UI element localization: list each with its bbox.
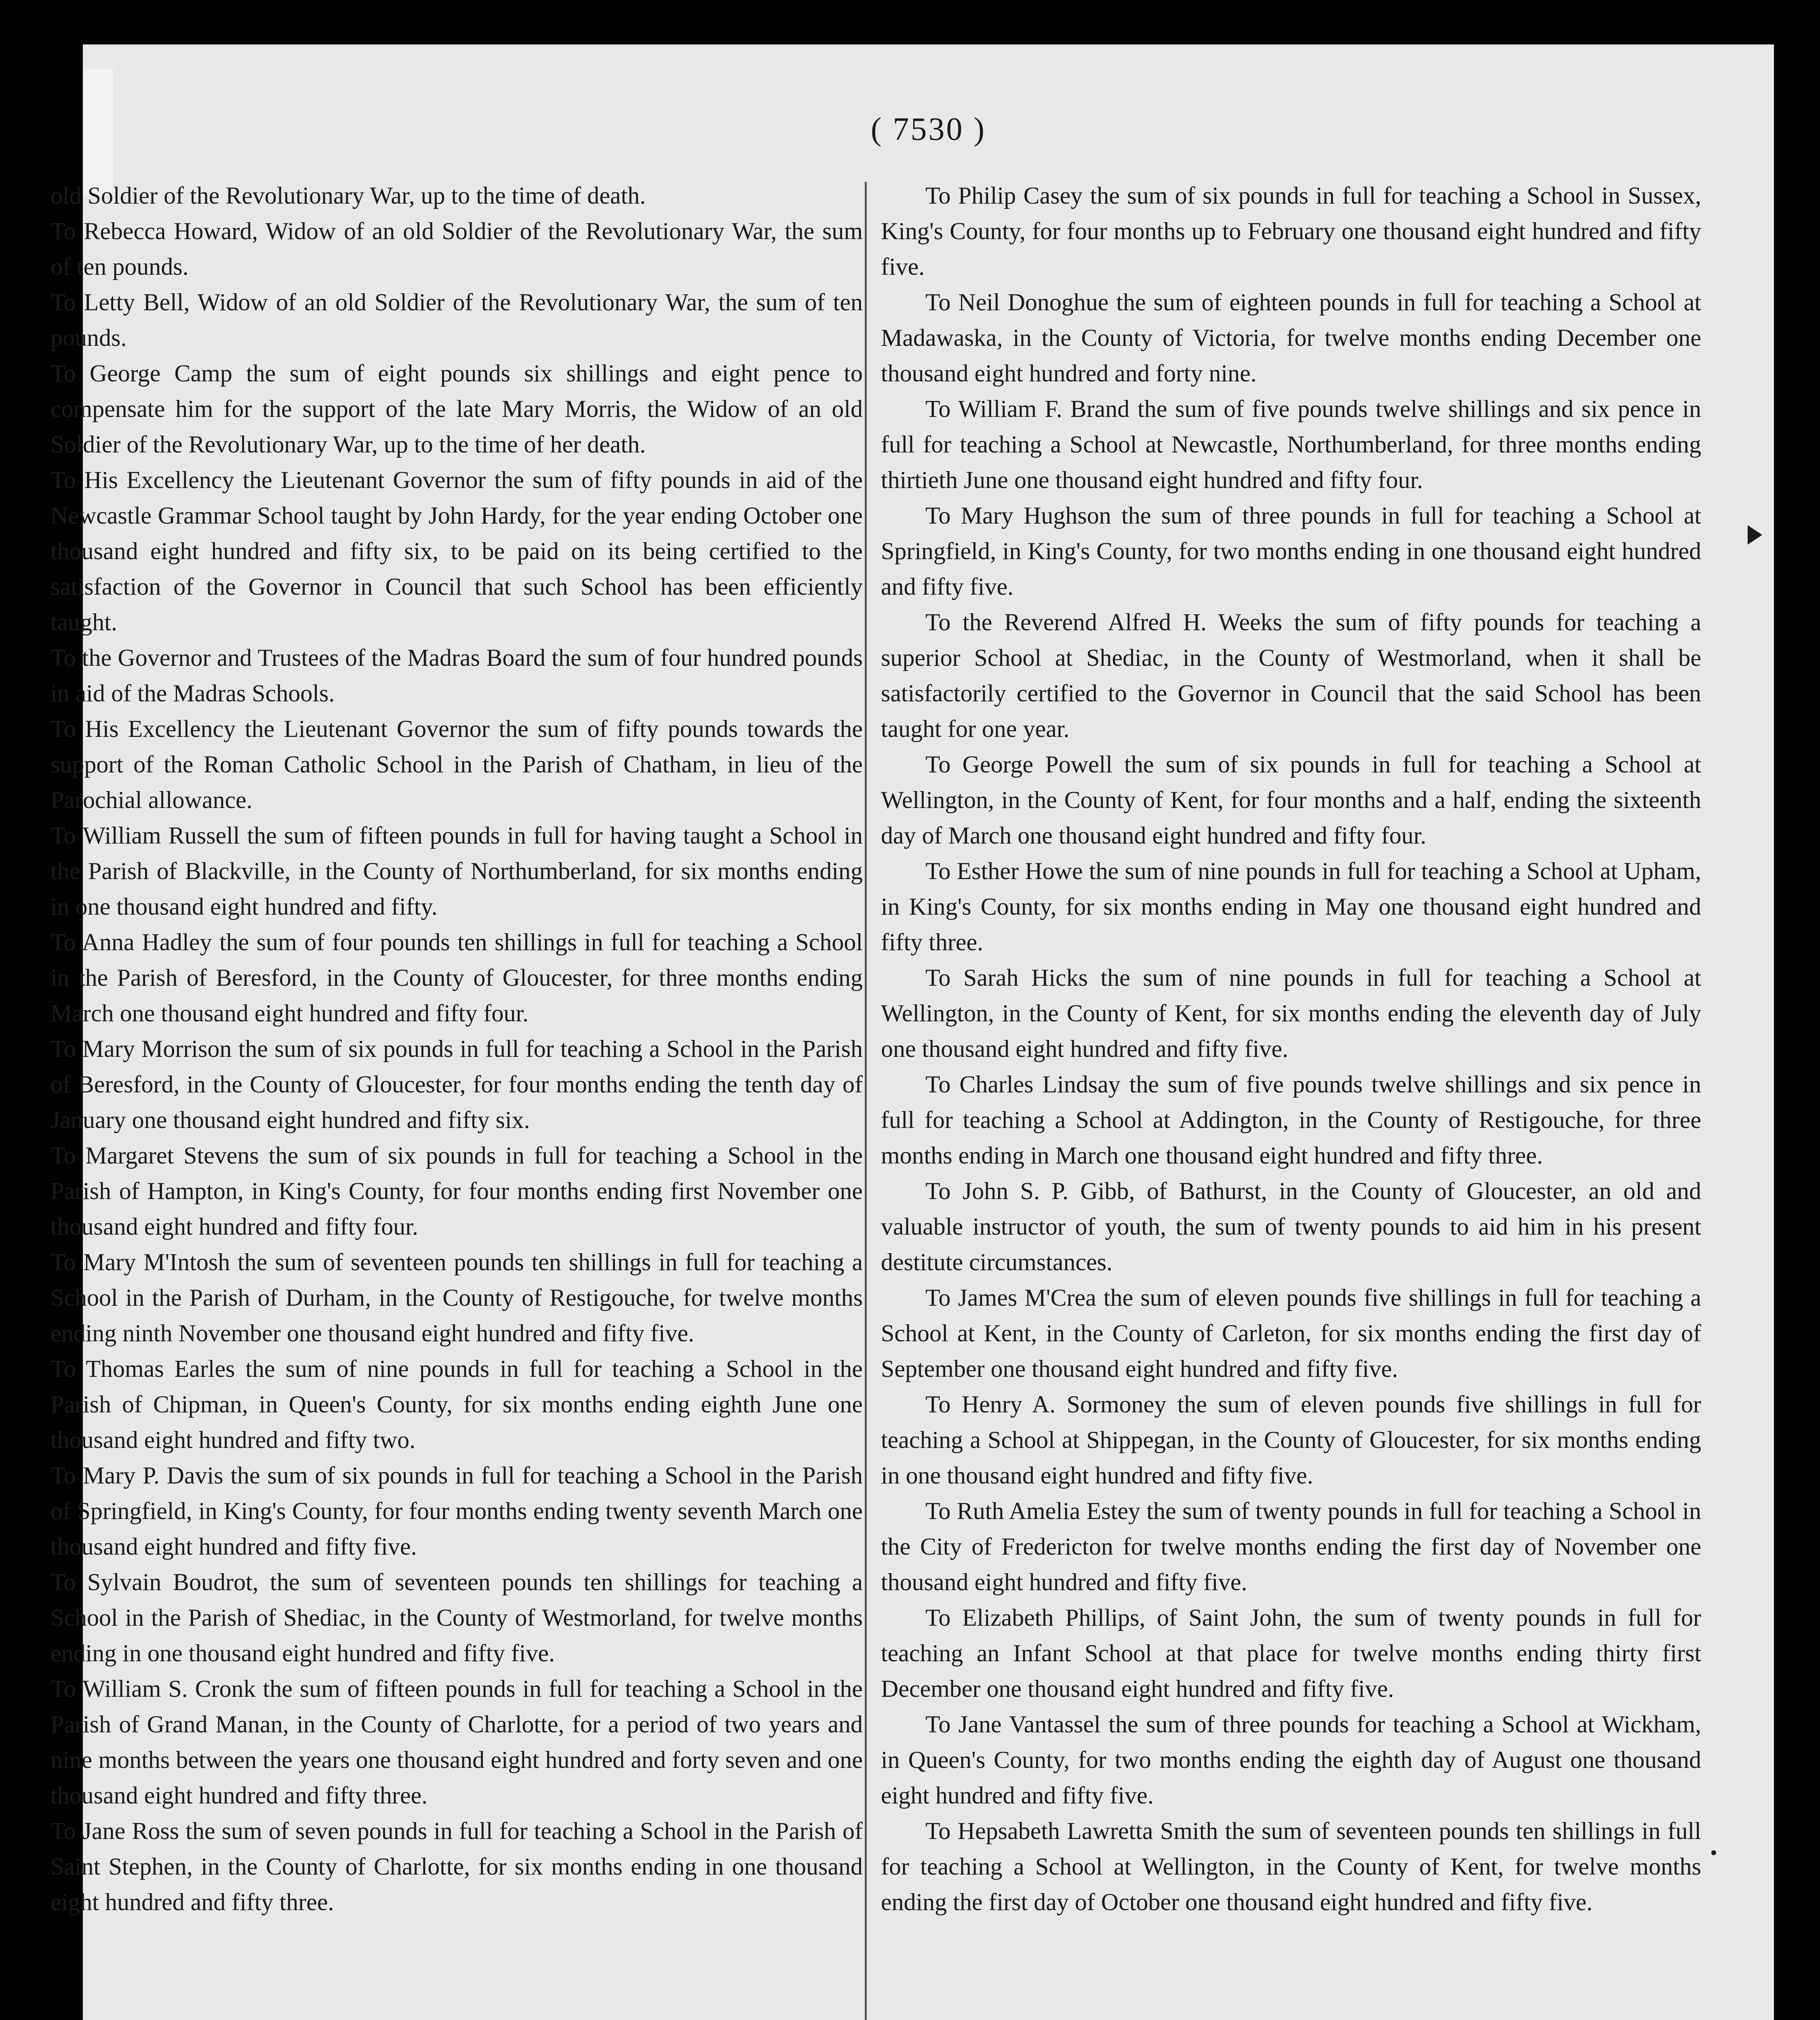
- appropriation-entry: To His Excellency the Lieutenant Governor the sum of fifty pounds towards the support of the Roman Catholic School in the Parish of Chatham, in lieu of the Parochial allowance.: [51, 715, 863, 813]
- column-divider: [865, 182, 867, 2020]
- left-column: [51, 178, 863, 2020]
- document-page: [51, 44, 1774, 2020]
- ink-speck: [1711, 1850, 1716, 1855]
- appropriation-entry: To the Reverend Alfred H. Weeks the sum of fifty pounds for teaching a superior School at Shediac, in the County of Westmorland, when it shall be satisfactorily certified to the Governor in Council that the said School has been taught for one year.: [881, 609, 1701, 742]
- right-column-text: [881, 178, 1701, 1920]
- appropriation-entry: To the Governor and Trustees of the Madras Board the sum of four hundred pounds in aid of the Madras Schools.: [51, 644, 863, 707]
- appropriation-entry: To Mary M'Intosh the sum of seventeen pounds ten shillings in full for teaching a School in the Parish of Durham, in the County of Restigouche, for twelve months ending ninth November one thousand eight hundred and fifty five.: [51, 1249, 863, 1347]
- appropriation-entry: To Letty Bell, Widow of an old Soldier of the Revolutionary War, the sum of ten pounds.: [51, 289, 863, 351]
- appropriation-entry: To Jane Ross the sum of seven pounds in full for teaching a School in the Parish of Saint Stephen, in the County of Charlotte, for six months ending in one thousand eight hundred and fifty three.: [51, 1818, 863, 1915]
- margin-arrow-icon: [1748, 525, 1762, 545]
- appropriation-entry: To George Camp the sum of eight pounds six shillings and eight pence to compensate him for the support of the late Mary Morris, the Widow of an old Soldier of the Revolutionary War, up to the time of her death.: [51, 360, 863, 458]
- appropriation-entry: To Esther Howe the sum of nine pounds in full for teaching a School at Upham, in King's County, for six months ending in May one thousand eight hundred and fifty three.: [881, 858, 1701, 955]
- appropriation-entry: To John S. P. Gibb, of Bathurst, in the County of Gloucester, an old and valuable instructor of youth, the sum of twenty pounds to aid him in his present destitute circumstances.: [881, 1178, 1701, 1275]
- appropriation-entry: To Ruth Amelia Estey the sum of twenty pounds in full for teaching a School in the City of Fredericton for twelve months ending the first day of November one thousand eight hundred and fifty five.: [881, 1498, 1701, 1595]
- left-column-text: [51, 178, 863, 1920]
- appropriation-entry: To William F. Brand the sum of five pounds twelve shillings and six pence in full for teaching a School at Newcastle, Northumberland, for three months ending thirtieth June one thousand eight hundred and fifty four.: [881, 396, 1701, 493]
- page-number: ( 7530 ): [870, 112, 986, 147]
- appropriation-entry: To Rebecca Howard, Widow of an old Soldier of the Revolutionary War, the sum of ten pounds.: [51, 218, 863, 280]
- appropriation-entry: To Margaret Stevens the sum of six pounds in full for teaching a School in the Parish of Hampton, in King's County, for four months ending first November one thousand eight hundred and fifty four.: [51, 1142, 863, 1240]
- appropriation-entry: To James M'Crea the sum of eleven pounds five shillings in full for teaching a School at Kent, in the County of Carleton, for six months ending the first day of September one thousand eight hundred and fifty five.: [881, 1284, 1701, 1382]
- appropriation-entry: To Anna Hadley the sum of four pounds ten shillings in full for teaching a School in the Parish of Beresford, in the County of Gloucester, for three months ending March one thousand eight hundred and fifty four.: [51, 929, 863, 1027]
- appropriation-entry: To Mary P. Davis the sum of six pounds in full for teaching a School in the Parish of Springfield, in King's County, for four months ending twenty seventh March one thousand eight hundred and fifty five.: [51, 1462, 863, 1560]
- appropriation-entry: To Sarah Hicks the sum of nine pounds in full for teaching a School at Wellington, in the County of Kent, for six months ending the eleventh day of July one thousand eight hundred and fifty five.: [881, 964, 1701, 1062]
- appropriation-entry: To Mary Morrison the sum of six pounds in full for teaching a School in the Parish of Beresford, in the County of Gloucester, for four months ending the tenth day of January one thousand eight hundred and fifty six.: [51, 1035, 863, 1133]
- appropriation-entry: To William S. Cronk the sum of fifteen pounds in full for teaching a School in the Parish of Grand Manan, in the County of Charlotte, for a period of two years and nine months between the years one thousand eight hundred and forty seven and one thousand eight hundred and fifty three.: [51, 1675, 863, 1809]
- right-column: [881, 178, 1701, 2020]
- appropriation-entry: To Sylvain Boudrot, the sum of seventeen pounds ten shillings for teaching a School in the Parish of Shediac, in the County of Westmorland, for twelve months ending in one thousand eight hundred and fifty five.: [51, 1569, 863, 1666]
- appropriation-entry: To William Russell the sum of fifteen pounds in full for having taught a School in the Parish of Blackville, in the County of Northumberland, for six months ending in one thousand eight hundred and fifty.: [51, 822, 863, 920]
- appropriation-entry: To His Excellency the Lieutenant Governor the sum of fifty pounds in aid of the Newcastle Grammar School taught by John Hardy, for the year ending October one thousand eight hundred and fifty six, to be paid on its being certified to the satisfaction of the Governor in Council that such School has been efficiently taught.: [51, 467, 863, 635]
- appropriation-entry: To Mary Hughson the sum of three pounds in full for teaching a School at Springfield, in King's County, for two months ending in one thousand eight hundred and fifty five.: [881, 502, 1701, 600]
- appropriation-entry: To Henry A. Sormoney the sum of eleven pounds five shillings in full for teaching a School at Shippegan, in the County of Gloucester, for six months ending in one thousand eight hundred and fifty five.: [881, 1391, 1701, 1489]
- appropriation-entry: To Elizabeth Phillips, of Saint John, the sum of twenty pounds in full for teaching an Infant School at that place for twelve months ending thirty first December one thousand eight hundred and fifty five.: [881, 1604, 1701, 1702]
- appropriation-entry: To Neil Donoghue the sum of eighteen pounds in full for teaching a School at Madawaska, in the County of Victoria, for twelve months ending December one thousand eight hundred and forty nine.: [881, 289, 1701, 387]
- appropriation-entry: To George Powell the sum of six pounds in full for teaching a School at Wellington, in the County of Kent, for four months and a half, ending the sixteenth day of March one thousand eight hundred and fifty four.: [881, 751, 1701, 849]
- appropriation-entry: To Philip Casey the sum of six pounds in full for teaching a School in Sussex, King's County, for four months up to February one thousand eight hundred and fifty five.: [881, 182, 1701, 280]
- appropriation-entry: old Soldier of the Revolutionary War, up to the time of death.: [51, 182, 646, 209]
- appropriation-entry: To Charles Lindsay the sum of five pounds twelve shillings and six pence in full for teaching a School at Addington, in the County of Restigouche, for three months ending in March one thousand eight hundred and fifty three.: [881, 1071, 1701, 1169]
- appropriation-entry: To Jane Vantassel the sum of three pounds for teaching a School at Wickham, in Queen's County, for two months ending the eighth day of August one thousand eight hundred and fifty five.: [881, 1711, 1701, 1809]
- appropriation-entry: To Hepsabeth Lawretta Smith the sum of seventeen pounds ten shillings in full for teaching a School at Wellington, in the County of Kent, for twelve months ending the first day of October one thousand eight hundred and fifty five.: [881, 1818, 1701, 1915]
- appropriation-entry: To Thomas Earles the sum of nine pounds in full for teaching a School in the Parish of Chipman, in Queen's County, for six months ending eighth June one thousand eight hundred and fifty two.: [51, 1355, 863, 1453]
